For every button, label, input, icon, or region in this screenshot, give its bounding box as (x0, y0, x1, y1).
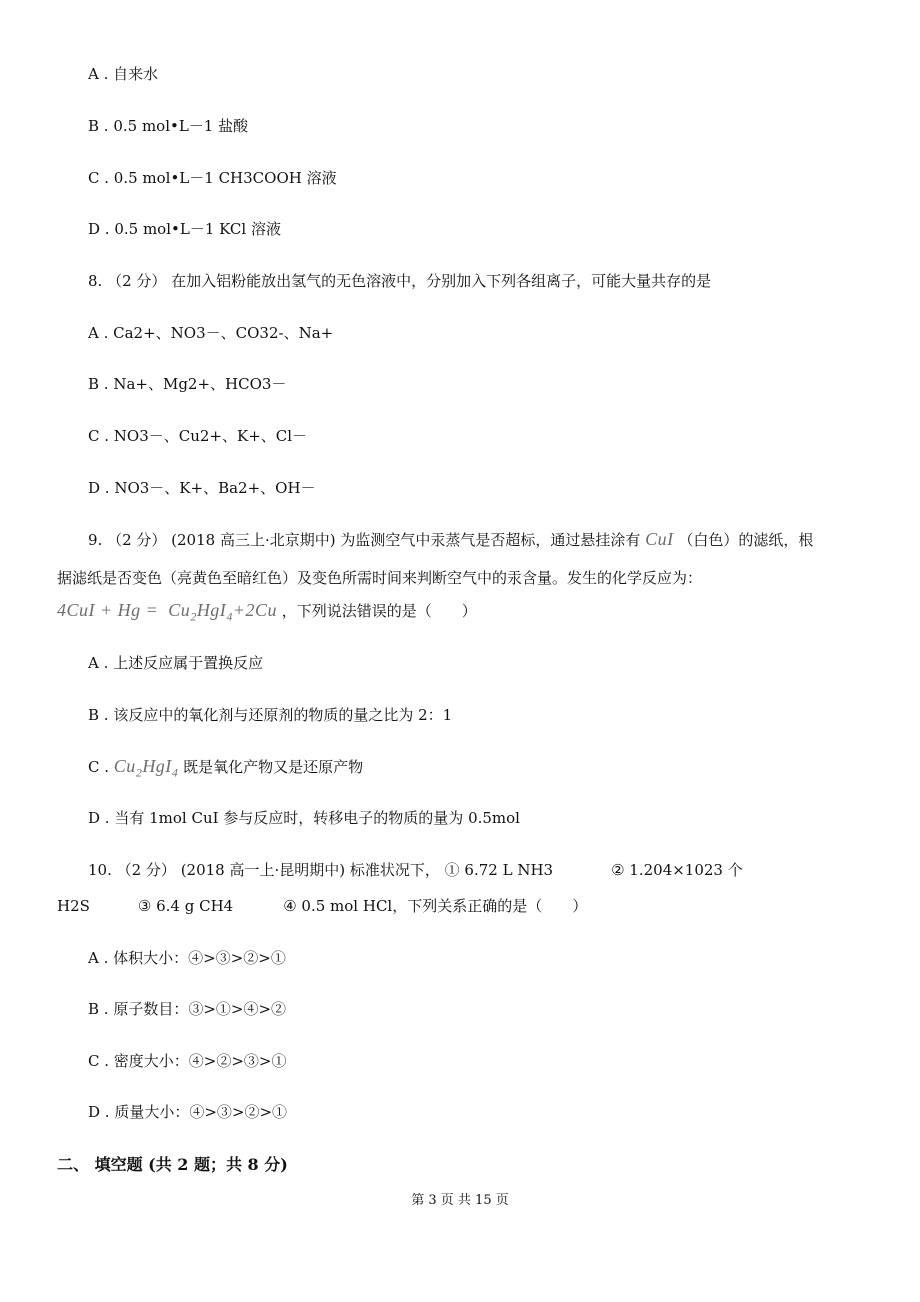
reaction-hgi: HgI (196, 600, 227, 620)
q9-stem-line-2: 据滤纸是否变色（亮黄色至暗红色）及变色所需时间来判断空气中的汞含量。发生的化学反应为： (57, 569, 703, 587)
q9-option-c-text: 既是氧化产物又是还原产物 (183, 758, 364, 776)
q7-option-c: C . 0.5 mol•L－1 CH3COOH 溶液 (88, 169, 337, 187)
q7-option-b: B . 0.5 mol•L－1 盐酸 (88, 117, 249, 135)
q8-option-d: D . NO3－、K+、Ba2+、OH－ (88, 479, 316, 497)
q10-stem-part-2: ② 1.204×1023 个 (611, 861, 743, 879)
q9-stem-line-3 (57, 600, 477, 627)
q9-stem-text: 9. （2 分） (2018 高三上·北京期中) 为监测空气中汞蒸气是否超标，通过悬挂涂有 (88, 531, 641, 549)
q10-option-d: D . 质量大小：④>③>②>① (88, 1103, 288, 1121)
q10-option-c: C . 密度大小：④>②>③>① (88, 1052, 287, 1070)
q10-stem-line-2 (57, 896, 587, 916)
q7-option-d: D . 0.5 mol•L－1 KCl 溶液 (88, 220, 281, 238)
q10-option-b: B . 原子数目：③>①>④>② (88, 1000, 287, 1018)
q10-stem-part-1: 10. （2 分） (2018 高一上·昆明期中) 标准状况下， ① 6.72 L NH3 (88, 861, 554, 879)
reaction-i-subscript: 4 (226, 609, 233, 624)
section-heading: 二、 填空题 (共 2 题；共 8 分) (57, 1155, 288, 1174)
q10-stem-h2s: H2S (57, 897, 90, 915)
q8-option-a: A . Ca2+、NO3－、CO32-、Na+ (88, 324, 334, 342)
q9-option-c-prefix: C . (88, 758, 110, 776)
cui-formula: CuI (645, 529, 674, 549)
reaction-cu-subscript: 2 (190, 609, 197, 624)
q9-stem-text-cont: （白色）的滤纸，根 (678, 531, 814, 549)
q9-option-d: D . 当有 1mol CuI 参与反应时，转移电子的物质的量为 0.5mol (88, 809, 520, 827)
cu2hgi4-formula: $Cu_2HgI_4$ (113, 756, 179, 780)
q9-option-a: A . 上述反应属于置换反应 (88, 654, 264, 672)
q8-stem: 8. （2 分） 在加入铝粉能放出氢气的无色溶液中，分别加入下列各组离子，可能大量共存的是 (88, 272, 712, 290)
q9-option-b: B . 该反应中的氧化剂与还原剂的物质的量之比为 2：1 (88, 706, 453, 724)
reaction-equation (57, 600, 277, 624)
q10-stem-line-1 (88, 860, 743, 880)
q10-option-a: A . 体积大小：④>③>②>① (88, 949, 286, 967)
q10-stem-hcl: ④ 0.5 mol HCl，下列关系正确的是（ ） (283, 897, 588, 915)
q8-option-b: B . Na+、Mg2+、HCO3－ (88, 375, 287, 393)
q9-option-c (88, 756, 363, 783)
page-footer: 第 3 页 共 15 页 (411, 1193, 509, 1208)
reaction-lhs: 4CuI + Hg = (57, 600, 159, 620)
q10-stem-ch4: ③ 6.4 g CH4 (137, 897, 234, 915)
q9-stem-line-1 (88, 529, 813, 550)
reaction-cu: Cu (168, 600, 191, 620)
q8-option-c: C . NO3－、Cu2+、K+、Cl－ (88, 427, 308, 445)
reaction-rhs: +2Cu (232, 600, 277, 620)
q9-stem-tail: ，下列说法错误的是（ ） (281, 602, 477, 620)
q7-option-a: A . 自来水 (88, 65, 159, 83)
